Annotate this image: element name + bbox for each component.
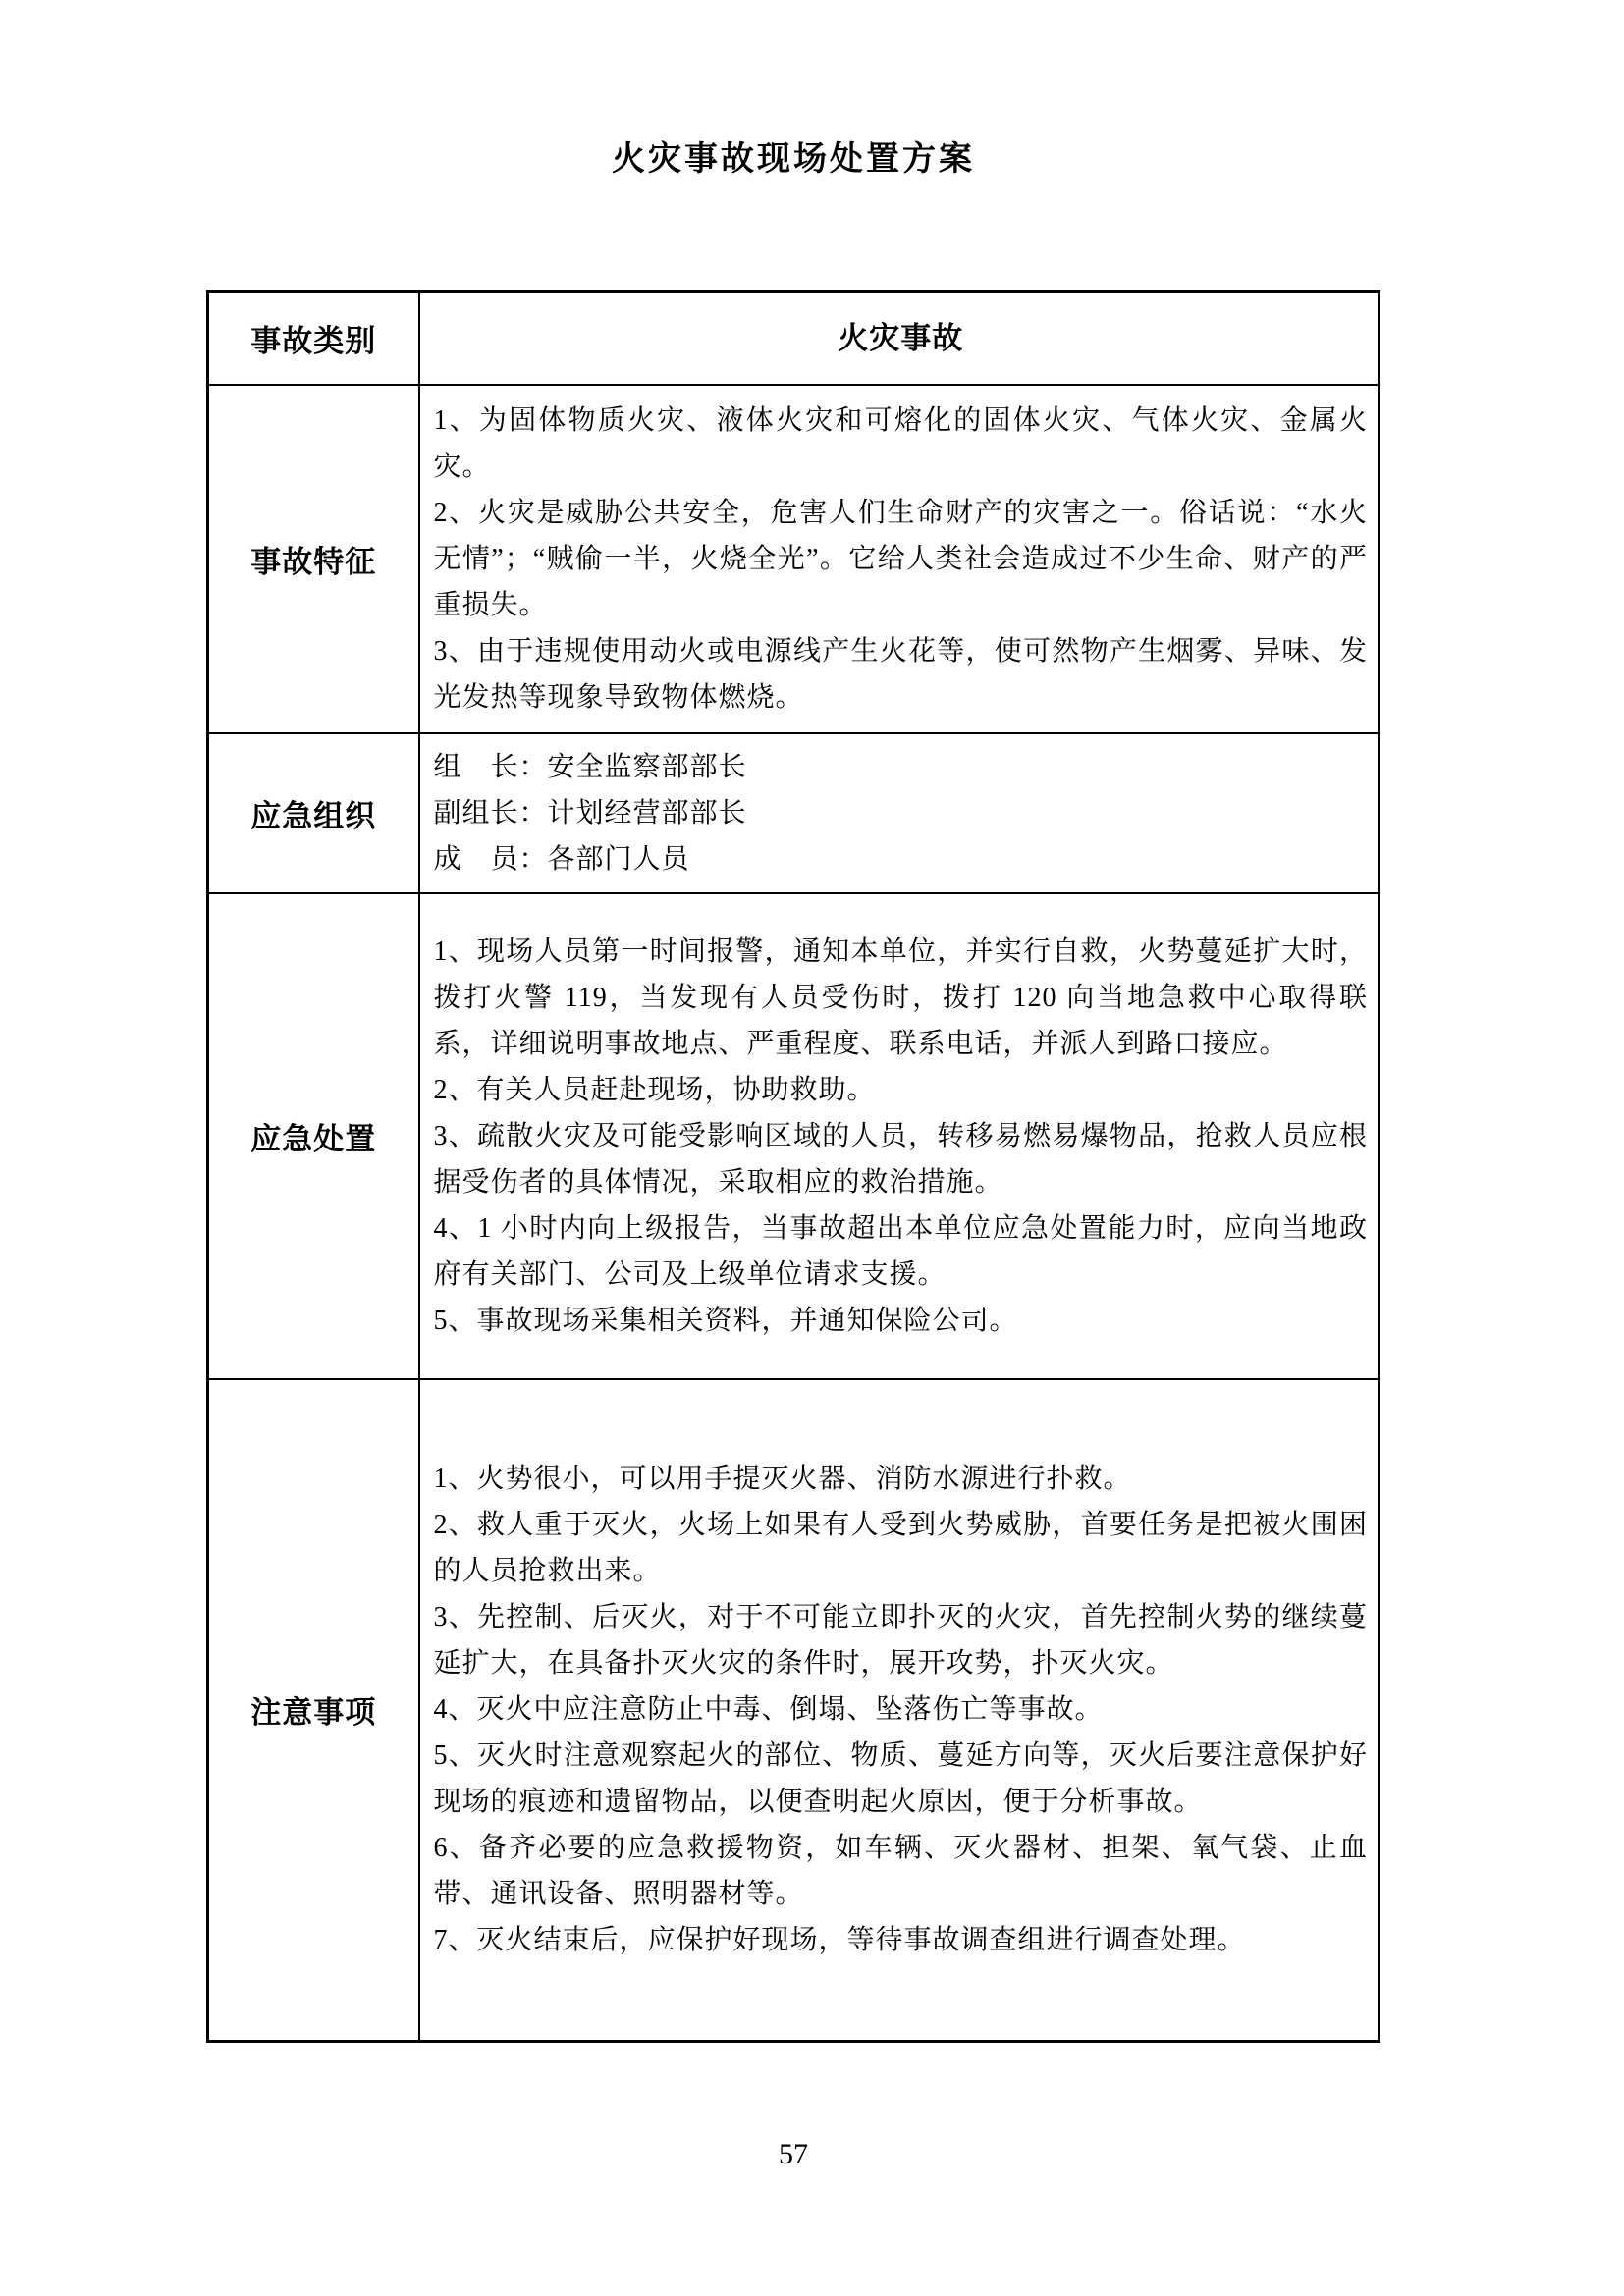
content-paragraph: 2、救人重于灭火，火场上如果有人受到火势威胁，首要任务是把被火围困的人员抢救出来。 [433, 1510, 1368, 1587]
content-paragraph: 2、有关人员赶赴现场，协助救助。 [433, 1074, 876, 1105]
row-content-cell [419, 733, 1380, 893]
row-content-cell [419, 1379, 1380, 2042]
row-content-cell [419, 893, 1380, 1379]
table-row [208, 733, 1380, 893]
content-paragraph: 2、火灾是威胁公共安全，危害人们生命财产的灾害之一。俗话说：“水火无情”；“贼偷一半，火烧全光”。它给人类社会造成过不少生命、财产的严重损失。 [433, 497, 1368, 620]
header-label-cell: 事故类别 [208, 292, 419, 385]
content-paragraph: 5、灭火时注意观察起火的部位、物质、蔓延方向等，灭火后要注意保护好现场的痕迹和遗留物品，以便查明起火原因，便于分析事故。 [433, 1740, 1368, 1818]
plan-table [206, 290, 1380, 2043]
content-paragraph: 1、为固体物质火灾、液体火灾和可熔化的固体火灾、气体火灾、金属火灾。 [433, 404, 1368, 482]
content-paragraph: 3、疏散火灾及可能受影响区域的人员，转移易燃易爆物品，抢救人员应根据受伤者的具体情况，采取相应的救治措施。 [433, 1120, 1368, 1198]
content-paragraph: 3、先控制、后灭火，对于不可能立即扑灭的火灾，首先控制火势的继续蔓延扩大，在具备扑灭火灾的条件时，展开攻势，扑灭火灾。 [433, 1602, 1368, 1680]
content-paragraph: 成 员：各部门人员 [433, 843, 690, 875]
content-paragraph: 4、1 小时内向上级报告，当事故超出本单位应急处置能力时，应向当地政府有关部门、公司及上级单位请求支援。 [433, 1212, 1368, 1290]
content-paragraph: 6、备齐必要的应急救援物资，如车辆、灭火器材、担架、氧气袋、止血带、通讯设备、照明器材等。 [433, 1833, 1368, 1910]
plan-table-body [208, 292, 1380, 2042]
content-paragraph: 1、火势很小，可以用手提灭火器、消防水源进行扑救。 [433, 1464, 1132, 1495]
content-paragraph: 组 长：安全监察部部长 [433, 751, 747, 782]
page-number: 57 [779, 2138, 808, 2170]
row-label-cell: 事故特征 [208, 385, 419, 733]
page-title: 火灾事故现场处置方案 [612, 140, 975, 178]
content-paragraph: 5、事故现场采集相关资料，并通知保险公司。 [433, 1305, 1018, 1336]
content-paragraph: 7、灭火结束后，应保护好现场，等待事故调查组进行调查处理。 [433, 1925, 1246, 1956]
header-value-cell: 火灾事故 [419, 292, 1380, 385]
row-label-cell: 应急组织 [208, 733, 419, 893]
row-label-cell: 应急处置 [208, 893, 419, 1379]
table-header-row [208, 292, 1380, 385]
content-paragraph: 3、由于违规使用动火或电源线产生火花等，使可然物产生烟雾、异味、发光发热等现象导致物体燃烧。 [433, 635, 1368, 713]
table-row [208, 1379, 1380, 2042]
table-row [208, 385, 1380, 733]
row-content-cell [419, 385, 1380, 733]
content-paragraph: 4、灭火中应注意防止中毒、倒塌、坠落伤亡等事故。 [433, 1694, 1104, 1726]
content-paragraph: 1、现场人员第一时间报警，通知本单位，并实行自救，火势蔓延扩大时，拨打火警 119，当发现有人员受伤时，拨打 120 向当地急救中心取得联系，详细说明事故地点、严重程度、联系电话，并派人到路口接应。 [433, 935, 1368, 1059]
table-row [208, 893, 1380, 1379]
row-label-cell: 注意事项 [208, 1379, 419, 2042]
content-paragraph: 副组长：计划经营部部长 [433, 797, 747, 828]
